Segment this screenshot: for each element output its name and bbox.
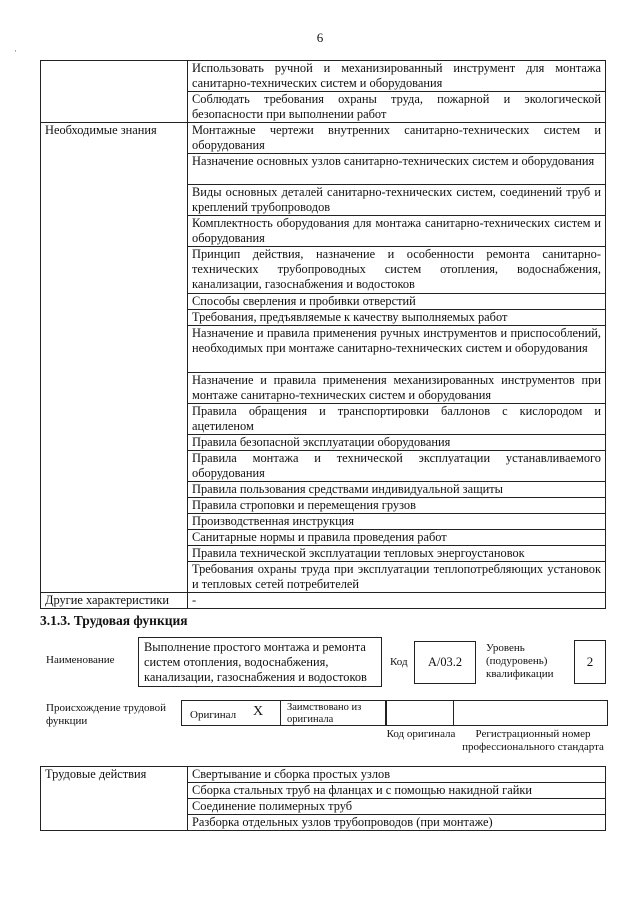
row-label: Другие характеристики: [41, 593, 188, 609]
row-label: [41, 61, 188, 123]
table-row: [41, 61, 606, 92]
reg-number-caption: Регистрационный номер профессионального стандарта: [462, 728, 604, 753]
borrowed-label: Заимствовано из оригинала: [287, 702, 362, 725]
page-number: 6: [316, 30, 324, 45]
row-text: Производственная инструкция: [188, 514, 606, 530]
code-box: [414, 641, 476, 684]
row-text: Соблюдать требования охраны труда, пожарной и экологической безопасности при выполнении работ: [188, 92, 606, 123]
row-text: Принцип действия, назначение и особенности ремонта санитарно-технических трубопроводных систем отопления, водоснабжения, канализации, газоснабжения и водостоков: [188, 247, 606, 294]
row-text: Назначение и правила применения механизированных инструментов при монтаже санитарно-технических систем и оборудования: [188, 373, 606, 404]
row-text: Требования охраны труда при эксплуатации теплопотребляющих установок и тепловых сетей потребителей: [188, 562, 606, 593]
code-label: Код: [390, 656, 408, 668]
action-item: Разборка отдельных узлов трубопроводов (при монтаже): [188, 815, 606, 831]
original-label: Оригинал: [190, 709, 237, 721]
row-text: Правила монтажа и технической эксплуатации устанавливаемого оборудования: [188, 451, 606, 482]
name-label: Наименование: [46, 654, 115, 666]
table-row: [41, 123, 606, 154]
row-text: Правила строповки и перемещения грузов: [188, 498, 606, 514]
code-original-caption: Код оригинала: [386, 728, 456, 740]
row-text: Санитарные нормы и правила проведения работ: [188, 530, 606, 546]
origin-label: Происхождение трудовой функции: [46, 702, 167, 727]
action-item: Соединение полимерных труб: [188, 799, 606, 815]
row-text: Требования, предъявляемые к качеству выполняемых работ: [188, 310, 606, 326]
section-title: 3.1.3. Трудовая функция: [40, 613, 188, 628]
function-name-value: Выполнение простого монтажа и ремонта систем отопления, водоснабжения, канализации, газоснабжения и водостоков: [144, 640, 367, 684]
row-text: Назначение и правила применения ручных инструментов и приспособлений, необходимых при монтаже санитарно-технических систем и оборудования: [188, 326, 606, 373]
actions-table-body: [41, 767, 606, 831]
row-text: Комплектность оборудования для монтажа санитарно-технических систем и оборудования: [188, 216, 606, 247]
level-box: [574, 640, 606, 684]
row-text: Правила технической эксплуатации тепловых энергоустановок: [188, 546, 606, 562]
knowledge-table: [40, 60, 606, 609]
code-value: A/03.2: [427, 655, 463, 669]
row-text: Монтажные чертежи внутренних санитарно-технических систем и оборудования: [188, 123, 606, 154]
borrowed-cell: [280, 700, 386, 726]
row-text: Виды основных деталей санитарно-технических систем, соединений труб и креплений трубопроводов: [188, 185, 606, 216]
table-row: [41, 767, 606, 783]
row-text: Назначение основных узлов санитарно-технических систем и оборудования: [188, 154, 606, 185]
row-text: Правила безопасной эксплуатации оборудования: [188, 435, 606, 451]
row-text: -: [188, 593, 606, 609]
table-row: [41, 593, 606, 609]
action-item: Свертывание и сборка простых узлов: [188, 767, 606, 783]
action-item: Сборка стальных труб на фланцах и с помощью накидной гайки: [188, 783, 606, 799]
code-original-cell: [386, 700, 454, 726]
knowledge-table-body: [41, 61, 606, 609]
row-text: Использовать ручной и механизированный инструмент для монтажа санитарно-технических систем и оборудования: [188, 61, 606, 92]
row-text: Правила обращения и транспортировки баллонов с кислородом и ацетиленом: [188, 404, 606, 435]
row-text: Правила пользования средствами индивидуальной защиты: [188, 482, 606, 498]
actions-label: Трудовые действия: [41, 767, 188, 831]
original-mark: X: [253, 704, 264, 719]
actions-table: [40, 766, 606, 831]
edge-mark: ·: [14, 46, 17, 56]
row-label: Необходимые знания: [41, 123, 188, 593]
function-name-box: [138, 637, 382, 687]
level-label: Уровень (подуровень) квалификации: [486, 642, 554, 680]
level-value: 2: [586, 654, 594, 669]
row-text: Способы сверления и пробивки отверстий: [188, 294, 606, 310]
